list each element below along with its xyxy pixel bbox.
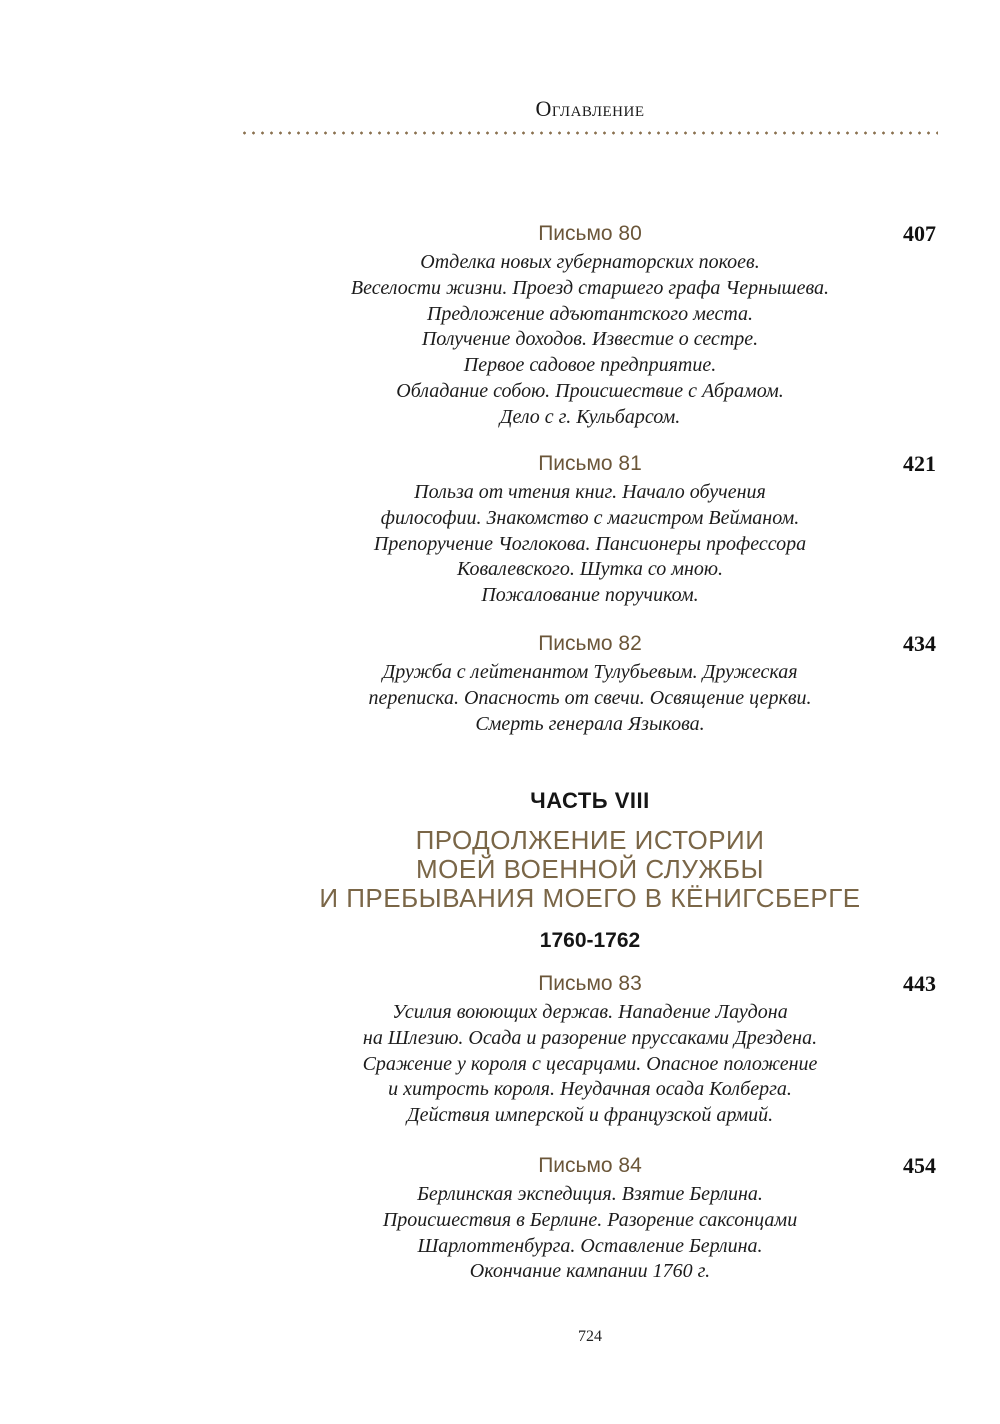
summary-line: Получение доходов. Известие о сестре. (421, 328, 759, 351)
summary-line: на Шлезию. Осада и разорение пруссаками Дрездена. (362, 1026, 818, 1049)
page-folio: 724 (578, 1328, 602, 1345)
letter-title: Письмо 82 (538, 632, 642, 655)
part-title (240, 826, 940, 913)
toc-entry-letter-81 (240, 450, 940, 609)
part-title-line: ПРОДОЛЖЕНИЕ ИСТОРИИ (415, 825, 765, 855)
summary-line: Веселости жизни. Проезд старшего графа Чернышева. (350, 276, 830, 299)
summary-line: Дружба с лейтенантом Тулубьевым. Дружеская (382, 661, 798, 683)
summary-line: Пожалование поручиком. (481, 584, 699, 607)
summary-line: Дело с г. Кульбарсом. (499, 405, 681, 428)
summary-line: Препоручение Чоглокова. Пансионеры профессора (373, 532, 807, 555)
part-label: ЧАСТЬ VIII (530, 788, 650, 813)
summary-line: Предложение адъютантского места. (426, 302, 754, 325)
summary-line: философии. Знакомство с магистром Вейманом. (380, 506, 800, 529)
letter-title: Письмо 83 (538, 972, 642, 995)
letter-title: Письмо 80 (538, 222, 642, 245)
summary-line: Ковалевского. Шутка со мною. (456, 558, 724, 581)
part-title-line: МОЕЙ ВОЕННОЙ СЛУЖБЫ (416, 854, 764, 884)
page-number: 421 (903, 451, 936, 476)
page-number: 407 (903, 221, 936, 246)
summary-line: переписка. Опасность от свечи. Освящение церкви. (368, 686, 812, 709)
letter-summary (240, 660, 940, 737)
toc-entry-letter-82 (240, 630, 940, 737)
summary-line: Окончание кампании 1760 г. (469, 1260, 711, 1283)
toc-entry-letter-83 (240, 970, 940, 1129)
summary-line: Сражение у короля с цесарцами. Опасное положение (362, 1052, 818, 1075)
summary-line: и хитрость короля. Неудачная осада Колберга. (388, 1078, 792, 1101)
summary-line: Происшествия в Берлине. Разорение саксонцами (382, 1208, 798, 1231)
letter-summary (240, 480, 940, 609)
page-number: 443 (903, 971, 936, 996)
page-number: 454 (903, 1153, 936, 1178)
dotted-rule (240, 131, 938, 135)
part-title-line: И ПРЕБЫВАНИЯ МОЕГО В КЁНИГСБЕРГЕ (319, 883, 861, 913)
letter-summary (240, 1000, 940, 1129)
toc-entry-letter-80 (240, 220, 940, 431)
part-heading (240, 788, 940, 953)
letter-title: Письмо 81 (538, 452, 642, 475)
page-number: 434 (903, 631, 936, 656)
summary-line: Отделка новых губернаторских покоев. (420, 251, 760, 273)
summary-line: Действия имперской и французской армий. (406, 1104, 774, 1127)
letter-title: Письмо 84 (538, 1154, 642, 1177)
part-years: 1760-1762 (539, 929, 641, 952)
summary-line: Польза от чтения книг. Начало обучения (414, 481, 766, 503)
summary-line: Усилия воюющих держав. Нападение Лаудона (392, 1001, 788, 1023)
letter-summary (240, 1182, 940, 1285)
toc-entry-letter-84 (240, 1152, 940, 1285)
running-head: Оглавление (535, 96, 645, 121)
summary-line: Первое садовое предприятие. (463, 354, 717, 377)
letter-summary (240, 250, 940, 431)
summary-line: Смерть генерала Языкова. (475, 712, 705, 735)
summary-line: Обладание собою. Происшествие с Абрамом. (396, 379, 784, 402)
summary-line: Шарлоттенбурга. Оставление Берлина. (417, 1234, 763, 1257)
summary-line: Берлинская экспедиция. Взятие Берлина. (417, 1183, 763, 1205)
